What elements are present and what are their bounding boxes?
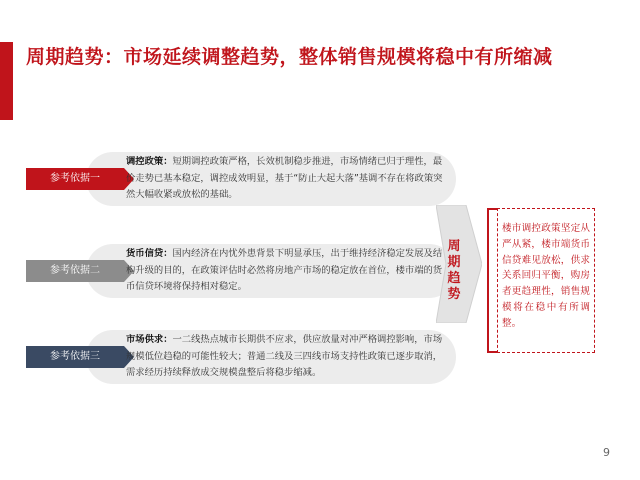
evidence-heading-2: 货币信贷： bbox=[126, 248, 173, 259]
evidence-body-3: 一二线热点城市长期供不应求，供应放量对冲严格调控影响，市场规模低位趋稳的可能性较大；普通二线及三四线市场支持性政策已逐步取消，需求经历持续释放成交规模盘整后将稳步缩减。 bbox=[126, 334, 443, 378]
conclusion-bracket bbox=[487, 208, 497, 353]
evidence-heading-1: 调控政策： bbox=[126, 156, 173, 167]
slide-title: 周期趋势：市场延续调整趋势，整体销售规模将稳中有所缩减 bbox=[26, 46, 553, 68]
evidence-row-2 bbox=[26, 244, 443, 298]
evidence-tag-1: 参考依据一 bbox=[26, 168, 124, 190]
page-number: 9 bbox=[603, 446, 610, 459]
evidence-heading-3: 市场供求： bbox=[126, 334, 173, 345]
evidence-tag-2: 参考依据二 bbox=[26, 260, 124, 282]
evidence-text-1 bbox=[126, 154, 448, 204]
arrow-label: 周期趋势 bbox=[447, 239, 461, 302]
title-accent-bar bbox=[0, 42, 13, 120]
evidence-row-3 bbox=[26, 330, 443, 384]
evidence-row-1 bbox=[26, 152, 443, 206]
conclusion-box bbox=[497, 208, 595, 353]
evidence-body-2: 国内经济在内忧外患背景下明显承压，出于维持经济稳定发展及结构升级的目的，在政策评估时必然将房地产市场的稳定放在首位，楼市端的货币信贷环境将保持相对稳定。 bbox=[126, 248, 443, 292]
evidence-tag-3: 参考依据三 bbox=[26, 346, 124, 368]
evidence-text-2 bbox=[126, 246, 448, 296]
evidence-text-3 bbox=[126, 332, 448, 382]
evidence-body-1: 短期调控政策严格，长效机制稳步推进，市场情绪已归于理性，最价走势已基本稳定，调控成效明显，基于“防止大起大落”基调不存在将政策突然大幅收紧或放松的基础。 bbox=[126, 156, 443, 200]
trend-arrow bbox=[436, 205, 482, 323]
conclusion-text: 楼市调控政策坚定从严从紧，楼市端货币信贷难见放松，供求关系回归平衡，购房者更趋理性，销售规模将在稳中有所调整。 bbox=[502, 223, 590, 329]
